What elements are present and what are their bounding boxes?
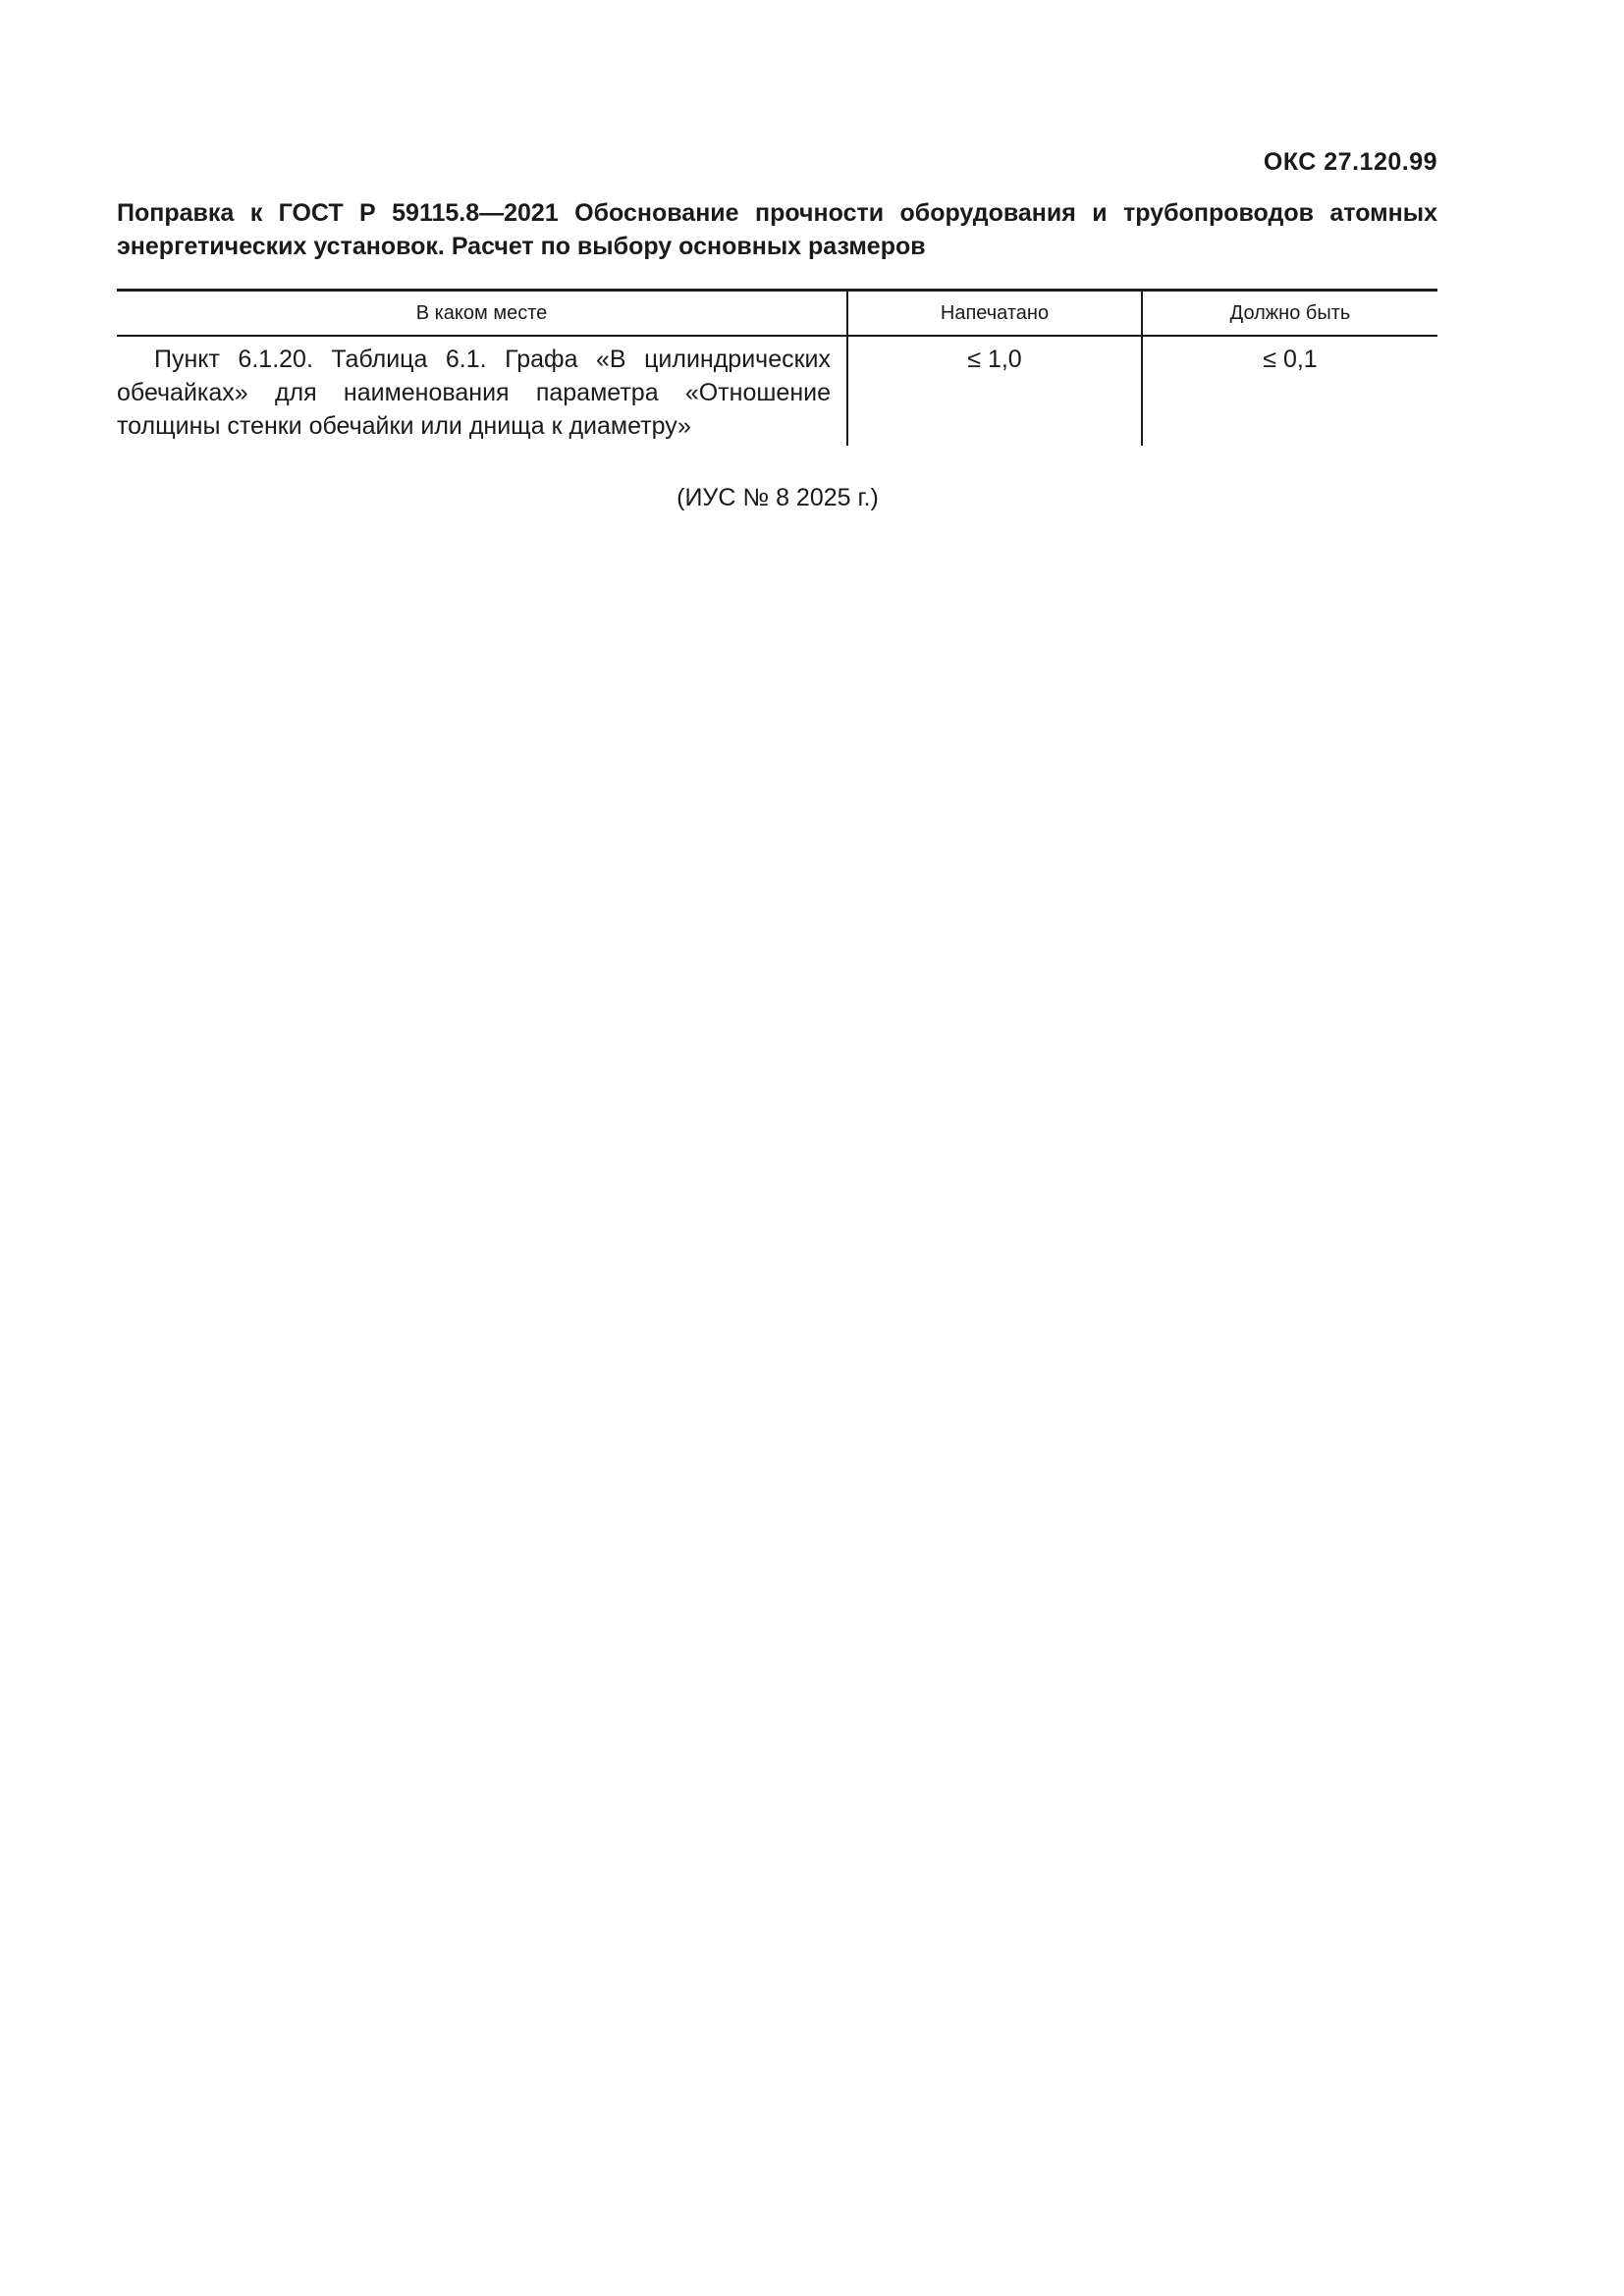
ius-reference: (ИУС № 8 2025 г.) — [677, 484, 879, 511]
oks-code: ОКС 27.120.99 — [1263, 148, 1437, 176]
cell-place: Пункт 6.1.20. Таблица 6.1. Графа «В цилиндрических обечайках» для наименования параметра «Отношение толщины стенки обечайки или днища к диаметру» — [117, 346, 831, 440]
cell-printed: ≤ 1,0 — [847, 336, 1142, 446]
table-row — [117, 336, 1437, 446]
table-header-row — [117, 291, 1437, 337]
cell-should-be: ≤ 0,1 — [1142, 336, 1437, 446]
column-header-printed: Напечатано — [847, 291, 1142, 337]
document-title: Поправка к ГОСТ Р 59115.8—2021 Обоснование прочности оборудования и трубопроводов атомных энергетических установок. Расчет по выбору основных размеров — [117, 199, 1437, 260]
errata-table — [117, 289, 1437, 446]
column-header-place: В каком месте — [117, 291, 847, 337]
column-header-should-be: Должно быть — [1142, 291, 1437, 337]
